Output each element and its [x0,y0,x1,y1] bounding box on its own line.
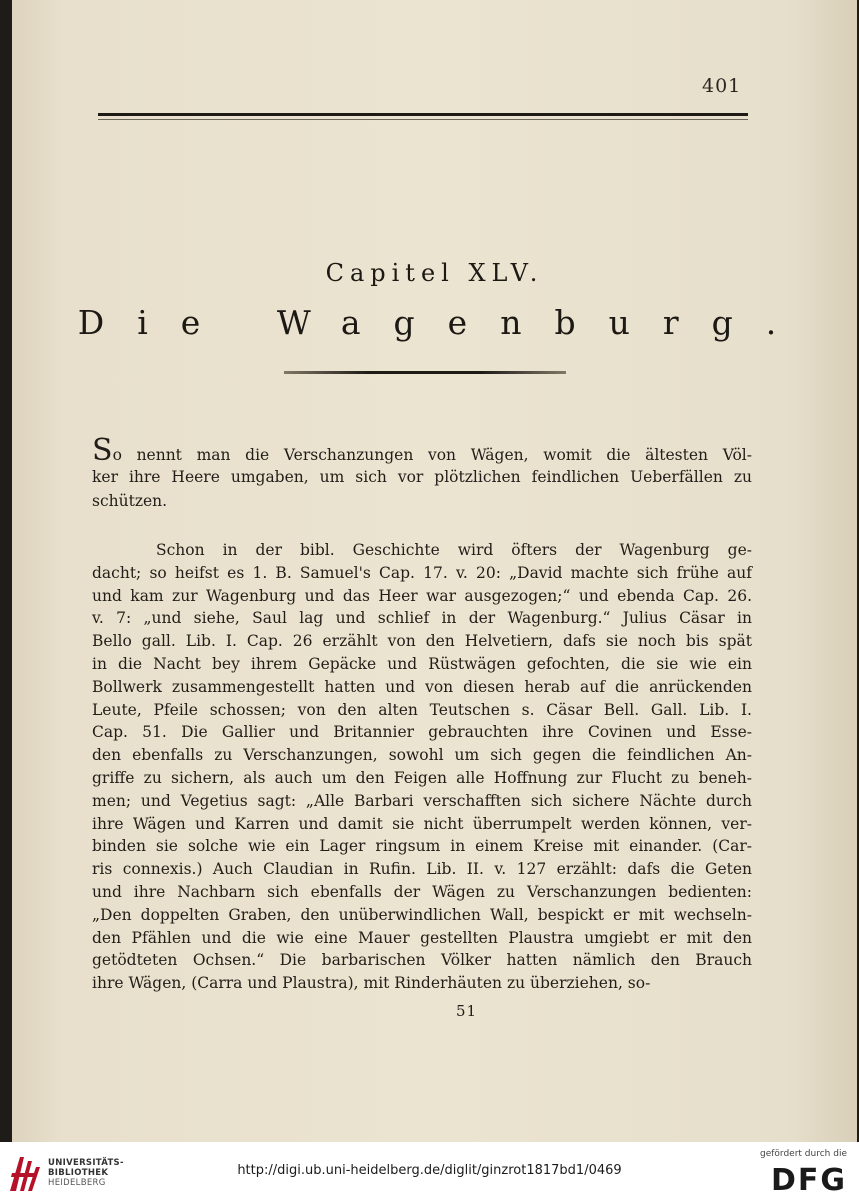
text-line: schützen. [92,492,168,510]
institution-line: HEIDELBERG [48,1178,106,1188]
paragraph-body [92,539,752,995]
text-line: und ihre Nachbarn sich ebenfalls der Wägen zu Verschanzungen bedienten: [92,882,752,901]
institution-line: BIBLIOTHEK [48,1168,109,1178]
text-line: den ebenfalls zu Verschanzungen, sowohl um sich gegen die feindlichen An- [92,746,752,765]
header-rule-thin [98,119,748,120]
page-number: 401 [702,75,742,97]
institution-line: UNIVERSITÄTS- [48,1158,124,1168]
text-line: „Den doppelten Graben, den unüberwindlichen Wall, bespickt er mit wechseln- [92,905,752,924]
text-line: Bello gall. Lib. I. Cap. 26 erzählt von den Helvetiern, dafs sie noch bis spät [92,632,752,651]
text-line: v. 7: „und siehe, Saul lag und schlief in der Wagenburg.“ Julius Cäsar in [92,609,752,628]
text-line: in die Nacht bey ihrem Gepäcke und Rüstwägen gefochten, die sie wie ein [92,654,752,673]
permalink-url[interactable]: http://digi.ub.uni-heidelberg.de/diglit/ginzrot1817bd1/0469 [237,1163,622,1178]
text-line: getödteten Ochsen.“ Die barbarischen Völker hatten nämlich den Brauch [92,951,752,970]
text-line: binden sie solche wie ein Lager ringsum in einem Kreise mit einander. (Car- [92,837,752,856]
funding-label: gefördert durch die [760,1149,847,1159]
initial-letter: S [92,433,113,468]
book-page [12,0,857,1142]
text-line: ihre Wägen, (Carra und Plaustra), mit Rinderhäuten zu überziehen, so- [92,974,651,993]
text-line: dacht; so heifst es 1. B. Samuel's Cap. 17. v. 20: „David machte sich frühe auf [92,563,752,582]
title-divider [284,371,566,374]
text-line: den Pfählen und die wie eine Mauer gestellten Plaustra umgiebt er mit den [92,928,752,947]
text-line: und kam zur Wagenburg und das Heer war ausgezogen;“ und ebenda Cap. 26. [92,586,752,605]
header-rule [98,113,748,116]
chapter-title: Capitel XLV. [325,259,544,287]
chapter-subtitle: Die Wagenburg. [77,303,810,342]
text-line: Bollwerk zusammengestellt hatten und von diesen herab auf die anrückenden [92,677,752,696]
paragraph-intro [92,433,752,513]
text-line: Cap. 51. Die Gallier und Britannier gebrauchten ihre Covinen und Esse- [92,723,752,742]
text-line: men; und Vegetius sagt: „Alle Barbari verschafften sich sichere Nächte durch [92,791,752,810]
text-line: ihre Wägen und Karren und damit sie nicht überrumpelt werden können, ver- [92,814,752,833]
text-line: griffe zu sichern, als auch um den Feigen alle Hoffnung zur Flucht zu beneh- [92,768,752,787]
text-line: So nennt man die Verschanzungen von Wägen, womit die ältesten Völ- [92,433,752,468]
signature-mark: 51 [456,1002,478,1020]
dfg-logo[interactable]: DFG [770,1163,847,1198]
text-line: ker ihre Heere umgaben, um sich vor plötzlichen feindlichen Ueberfällen zu [92,468,752,486]
text-line: Schon in der bibl. Geschichte wird öfters der Wagenburg ge- [156,541,752,559]
viewer-footer [0,1142,859,1204]
text-line: ris connexis.) Auch Claudian in Rufin. Lib. II. v. 127 erzählt: dafs die Geten [92,860,752,879]
text-line: Leute, Pfeile schossen; von den alten Teutschen s. Cäsar Bell. Gall. Lib. I. [92,700,752,719]
